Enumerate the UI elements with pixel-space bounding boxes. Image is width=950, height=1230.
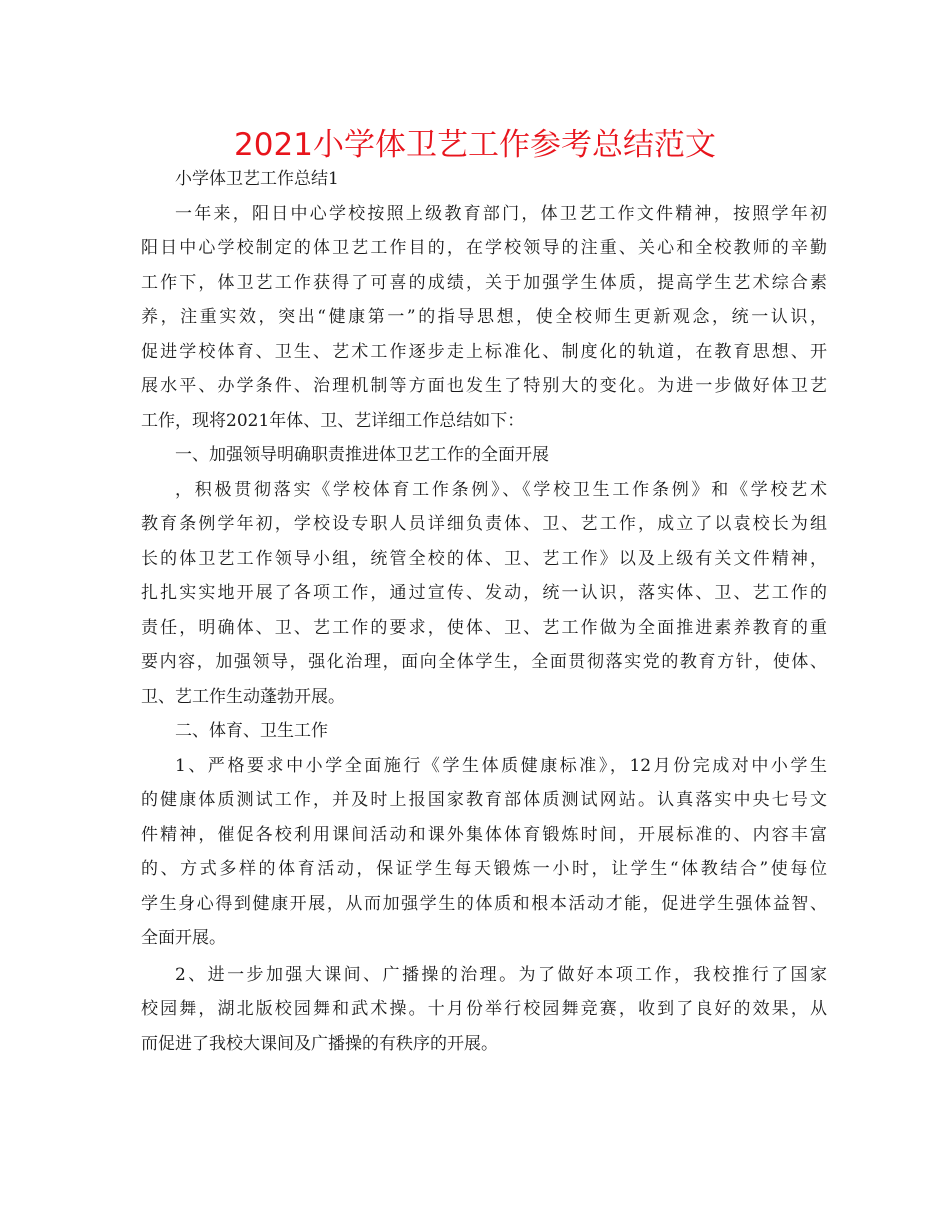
paragraph-line: 全面开展。 — [141, 928, 226, 948]
paragraph-line: 展水平、办学条件、治理机制等方面也发生了特别大的变化。为进一步做好体卫艺 — [141, 376, 827, 396]
paragraph-line: ，积极贯彻落实《学校体育工作条例》、《学校卫生工作条例》和《学校艺术 — [175, 479, 827, 500]
paragraph-line: 的、方式多样的体育活动，保证学生每天锻炼一小时，让学生“体教结合”使每位 — [141, 859, 827, 879]
paragraph-line: 2、进一步加强大课间、广播操的治理。为了做好本项工作，我校推行了国家 — [175, 964, 827, 985]
document-title: 2021小学体卫艺工作参考总结范文 — [234, 127, 716, 163]
paragraph-line: 而促进了我校大课间及广播操的有秩序的开展。 — [141, 1033, 498, 1054]
paragraph-line: 校园舞，湖北版校园舞和武术操。十月份举行校园舞竞赛，收到了良好的效果，从 — [141, 999, 827, 1019]
paragraph-line: 学生身心得到健康开展，从而加强学生的体质和根本活动才能，促进学生强体益智、 — [141, 893, 827, 914]
paragraph-line: 教育条例学年初，学校设专职人员详细负责体、卫、艺工作，成立了以袁校长为组 — [141, 514, 827, 534]
paragraph-line: 卫、艺工作生动蓬勃开展。 — [141, 686, 345, 707]
paragraph-line: 养，注重实效，突出“健康第一”的指导思想，使全校师生更新观念，统一认识， — [141, 307, 827, 327]
paragraph-line: 工作，现将2021年体、卫、艺详细工作总结如下： — [141, 410, 525, 431]
paragraph-line: 一年来，阳日中心学校按照上级教育部门，体卫艺工作文件精神，按照学年初 — [175, 203, 827, 224]
paragraph-line: 扎扎实实地开展了各项工作，通过宣传、发动，统一认识，落实体、卫、艺工作的 — [141, 583, 827, 603]
paragraph-line: 工作下，体卫艺工作获得了可喜的成绩，关于加强学生体质，提高学生艺术综合素 — [141, 272, 827, 293]
paragraph-line: 责任，明确体、卫、艺工作的要求，使体、卫、艺工作做为全面推进素养教育的重 — [141, 617, 827, 638]
paragraph-line: 长的体卫艺工作领导小组，统管全校的体、卫、艺工作》以及上级有关文件精神， — [141, 548, 827, 569]
document-body — [141, 162, 827, 1061]
paragraph-line: 促进学校体育、卫生、艺术工作逐步走上标准化、制度化的轨道，在教育思想、开 — [141, 341, 827, 362]
paragraph-line: 1、严格要求中小学全面施行《学生体质健康标准》，12月份完成对中小学生 — [175, 755, 827, 776]
paragraph-line: 阳日中心学校制定的体卫艺工作目的，在学校领导的注重、关心和全校教师的辛勤 — [141, 238, 827, 258]
paragraph-line: 的健康体质测试工作，并及时上报国家教育部体质测试网站。认真落实中央七号文 — [141, 790, 827, 810]
section-heading: 二、体育、卫生工作 — [175, 721, 328, 741]
paragraph-line: 要内容，加强领导，强化治理，面向全体学生，全面贯彻落实党的教育方针，使体、 — [141, 652, 827, 672]
section-heading: 小学体卫艺工作总结1 — [175, 169, 339, 189]
section-heading: 一、加强领导明确职责推进体卫艺工作的全面开展 — [175, 445, 549, 465]
paragraph-line: 件精神，催促各校利用课间活动和课外集体体育锻炼时间，开展标准的、内容丰富 — [141, 824, 827, 845]
